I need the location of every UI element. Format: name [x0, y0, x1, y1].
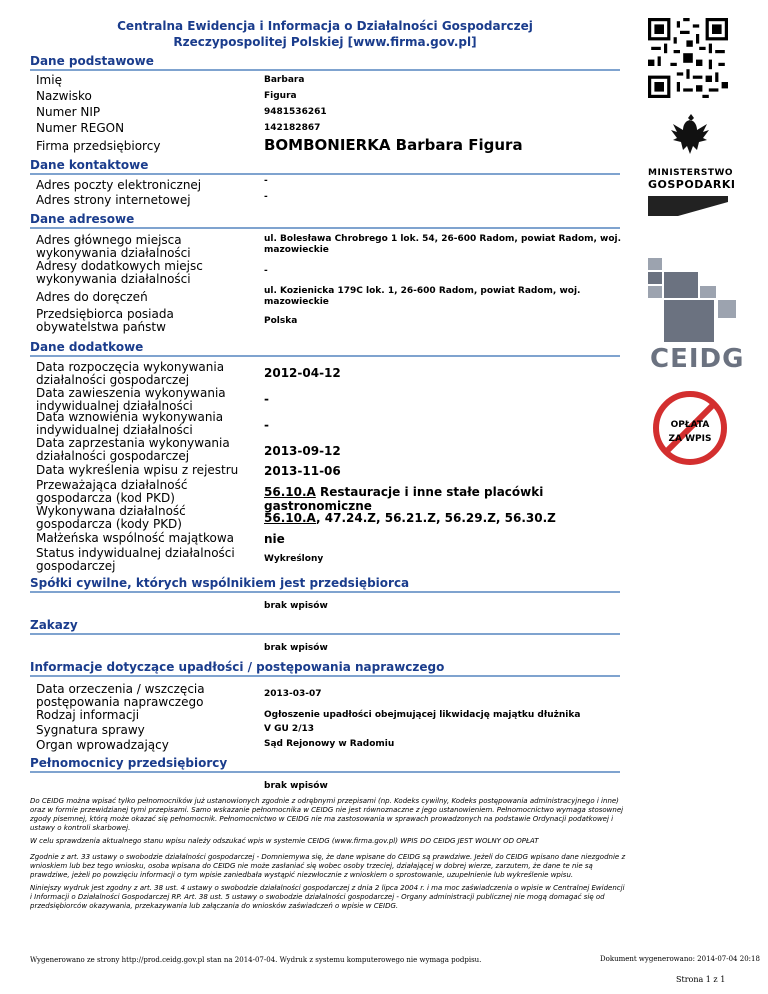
value-end-date: 2013-09-12 — [264, 444, 341, 458]
main-pkd-code-link[interactable]: 56.10.A — [264, 485, 316, 499]
footer-page-number: Strona 1 z 1 — [676, 975, 726, 984]
note-art38: Niniejszy wydruk jest zgodny z art. 38 ust. 4 ustawy o swobodzie działalności gospodarczej z dnia 2 lipca 2004 r. i ma moc zaświadczenia o wpisie w Centralnej Ewidencji i Informacji o Działalności Gospodarczej RP. Art. 38 ust. 5 ustawy o swobodzie działalności gospodarczej - Organy administracji publicznej nie mogą domagać się od przedsiębiorców okazywania, przekazywania lub załączania do wniosków zaświadczeń o wpisie w CEIDG. — [30, 884, 625, 910]
section-partnerships: Spółki cywilne, których wspólnikiem jest przedsiębiorca — [30, 576, 620, 593]
label-company-name: Firma przedsiębiorcy — [36, 139, 161, 153]
value-additional-address: - — [264, 266, 268, 276]
title-line-1: Centralna Ewidencja i Informacja o Działalności Gospodarczej — [117, 19, 533, 33]
value-email: - — [264, 176, 268, 186]
value-citizenship: Polska — [264, 316, 298, 326]
value-resume-date: - — [264, 418, 269, 432]
section-contact-data: Dane kontaktowe — [30, 158, 620, 175]
note-proxies: Do CEIDG można wpisać tylko pełnomocników już ustanowionych zgodnie z odrębnymi przepisami (np. Kodeks cywilny, Kodeks postępowania administracyjnego i inne) oraz w formie przewidzianej tymi przepisami. Samo wskazanie pełnomocnika w CEIDG nie jest równoznaczne z jego ustanowieniem. Pełnomocnictwo wymaga stosownej zgody pisemnej, którą może okazać się pełnomocnik. Pełnomocnictwo w CEIDG nie ma zastosowania w sprawach prowadzonych na podstawie Ordynacji podatkowej i ustawy o kontroli skarbowej. — [30, 797, 624, 832]
footer-document-date: Dokument wygenerowano: 2014-07-04 20:18 — [600, 955, 760, 963]
label-case-signature: Sygnatura sprawy — [36, 723, 145, 737]
document-title — [90, 18, 560, 50]
footer-generated: Wygenerowano ze strony http://prod.ceidg.gov.pl stan na 2014-07-04. Wydruk z systemu komputerowego nie wymaga podpisu. — [30, 956, 482, 964]
value-regon: 142182867 — [264, 123, 321, 133]
value-website: - — [264, 192, 268, 202]
pkd-code-link[interactable]: 56.10.A — [264, 511, 317, 525]
label-authority: Organ wprowadzający — [36, 738, 169, 752]
value-ruling-date: 2013-03-07 — [264, 689, 322, 699]
proxies-empty: brak wpisów — [264, 781, 328, 791]
value-company-name: BOMBONIERKA Barbara Figura — [264, 136, 523, 154]
label-status: Status indywidualnej działalności gospodarczej — [36, 546, 235, 573]
value-suspension-date: - — [264, 392, 269, 406]
label-suspension-date: Data zawieszenia wykonywania indywidualnej działalności — [36, 386, 226, 413]
label-nip: Numer NIP — [36, 105, 101, 119]
label-surname: Nazwisko — [36, 89, 92, 103]
label-pkd-codes: Wykonywana działalność gospodarcza (kody PKD) — [36, 504, 186, 531]
ministry-stripe-icon — [648, 196, 728, 216]
note-art33: Zgodnie z art. 33 ustawy o swobodzie działalności gospodarczej - Domniemywa się, że dane wpisane do CEIDG są prawdziwe. Jeżeli do CEIDG wpisano dane niezgodnie z wnioskiem lub bez tego wniosku, osoba wpisana do CEIDG nie może zasłaniać się wobec osoby trzeciej, działającej w dobrej wierze, zarzutem, że dane te nie są prawdziwe, jeżeli po powzięciu informacji o tym wpisie zaniedbała wystąpić niezwłocznie z wnioskiem o sprostowanie, uzupełnienie lub wykreślenie wpisu. — [30, 853, 626, 879]
label-additional-address: Adresy dodatkowych miejsc wykonywania działalności — [36, 259, 203, 286]
value-first-name: Barbara — [264, 75, 305, 85]
note-verify: W celu sprawdzenia aktualnego stanu wpisu należy odszukać wpis w systemie CEIDG (www.firma.gov.pl) WPIS DO CEIDG JEST WOLNY OD OPŁAT — [30, 837, 539, 845]
label-regon: Numer REGON — [36, 121, 125, 135]
eagle-emblem-icon — [668, 110, 714, 160]
value-joint-property: nie — [264, 532, 285, 546]
section-bans: Zakazy — [30, 618, 620, 635]
section-proxies: Pełnomocnicy przedsiębiorcy — [30, 756, 620, 773]
value-surname: Figura — [264, 91, 297, 101]
label-joint-property: Małżeńska wspólność majątkowa — [36, 531, 234, 545]
title-line-2: Rzeczypospolitej Polskiej [www.firma.gov.pl] — [173, 35, 477, 49]
section-basic-data: Dane podstawowe — [30, 54, 620, 71]
pkd-codes-rest: , 47.24.Z, 56.21.Z, 56.29.Z, 56.30.Z — [316, 511, 556, 525]
main-pkd-description: Restauracje i inne stałe placówki gastronomiczne — [264, 485, 544, 513]
value-status: Wykreślony — [264, 554, 324, 564]
value-start-date: 2012-04-12 — [264, 366, 341, 380]
value-main-address: ul. Bolesława Chrobrego 1 lok. 54, 26-600 Radom, powiat Radom, woj. mazowieckie — [264, 234, 622, 255]
label-start-date: Data rozpoczęcia wykonywania działalności gospodarczej — [36, 360, 225, 387]
label-main-pkd: Przeważająca działalność gospodarcza (kod PKD) — [36, 478, 188, 505]
label-deletion-date: Data wykreślenia wpisu z rejestru — [36, 463, 239, 477]
section-address-data: Dane adresowe — [30, 212, 620, 229]
label-website: Adres strony internetowej — [36, 193, 191, 207]
section-additional-data: Dane dodatkowe — [30, 340, 620, 357]
value-main-pkd — [264, 485, 624, 513]
label-main-address: Adres głównego miejsca wykonywania działalności — [36, 233, 191, 260]
section-bankruptcy: Informacje dotyczące upadłości / postępowania naprawczego — [30, 660, 620, 677]
label-end-date: Data zaprzestania wykonywania działalności gospodarczej — [36, 436, 230, 463]
value-deletion-date: 2013-11-06 — [264, 464, 341, 478]
label-email: Adres poczty elektronicznej — [36, 178, 202, 192]
qr-code-icon — [648, 18, 728, 98]
label-info-type: Rodzaj informacji — [36, 708, 140, 722]
value-pkd-codes — [264, 511, 624, 525]
no-fee-sign-text: OPŁATA ZA WPIS — [668, 420, 712, 444]
label-first-name: Imię — [36, 73, 62, 87]
ministry-name: MINISTERSTWO GOSPODARKI — [648, 168, 736, 191]
bans-empty: brak wpisów — [264, 643, 328, 653]
value-nip: 9481536261 — [264, 107, 327, 117]
label-resume-date: Data wznowienia wykonywania indywidualnej działalności — [36, 410, 224, 437]
value-info-type: Ogłoszenie upadłości obejmującej likwidację majątku dłużnika — [264, 710, 581, 720]
label-citizenship: Przedsiębiorca posiada obywatelstwa państw — [36, 307, 174, 334]
value-authority: Sąd Rejonowy w Radomiu — [264, 739, 395, 749]
value-delivery-address: ul. Kozienicka 179C lok. 1, 26-600 Radom, powiat Radom, woj. mazowieckie — [264, 286, 581, 307]
label-ruling-date: Data orzeczenia / wszczęcia postępowania naprawczego — [36, 682, 205, 709]
ceidg-logo-text: CEIDG — [650, 344, 745, 374]
label-delivery-address: Adres do doręczeń — [36, 290, 148, 304]
value-case-signature: V GU 2/13 — [264, 724, 315, 734]
ceidg-logo-icon — [648, 258, 738, 342]
partnerships-empty: brak wpisów — [264, 601, 328, 611]
